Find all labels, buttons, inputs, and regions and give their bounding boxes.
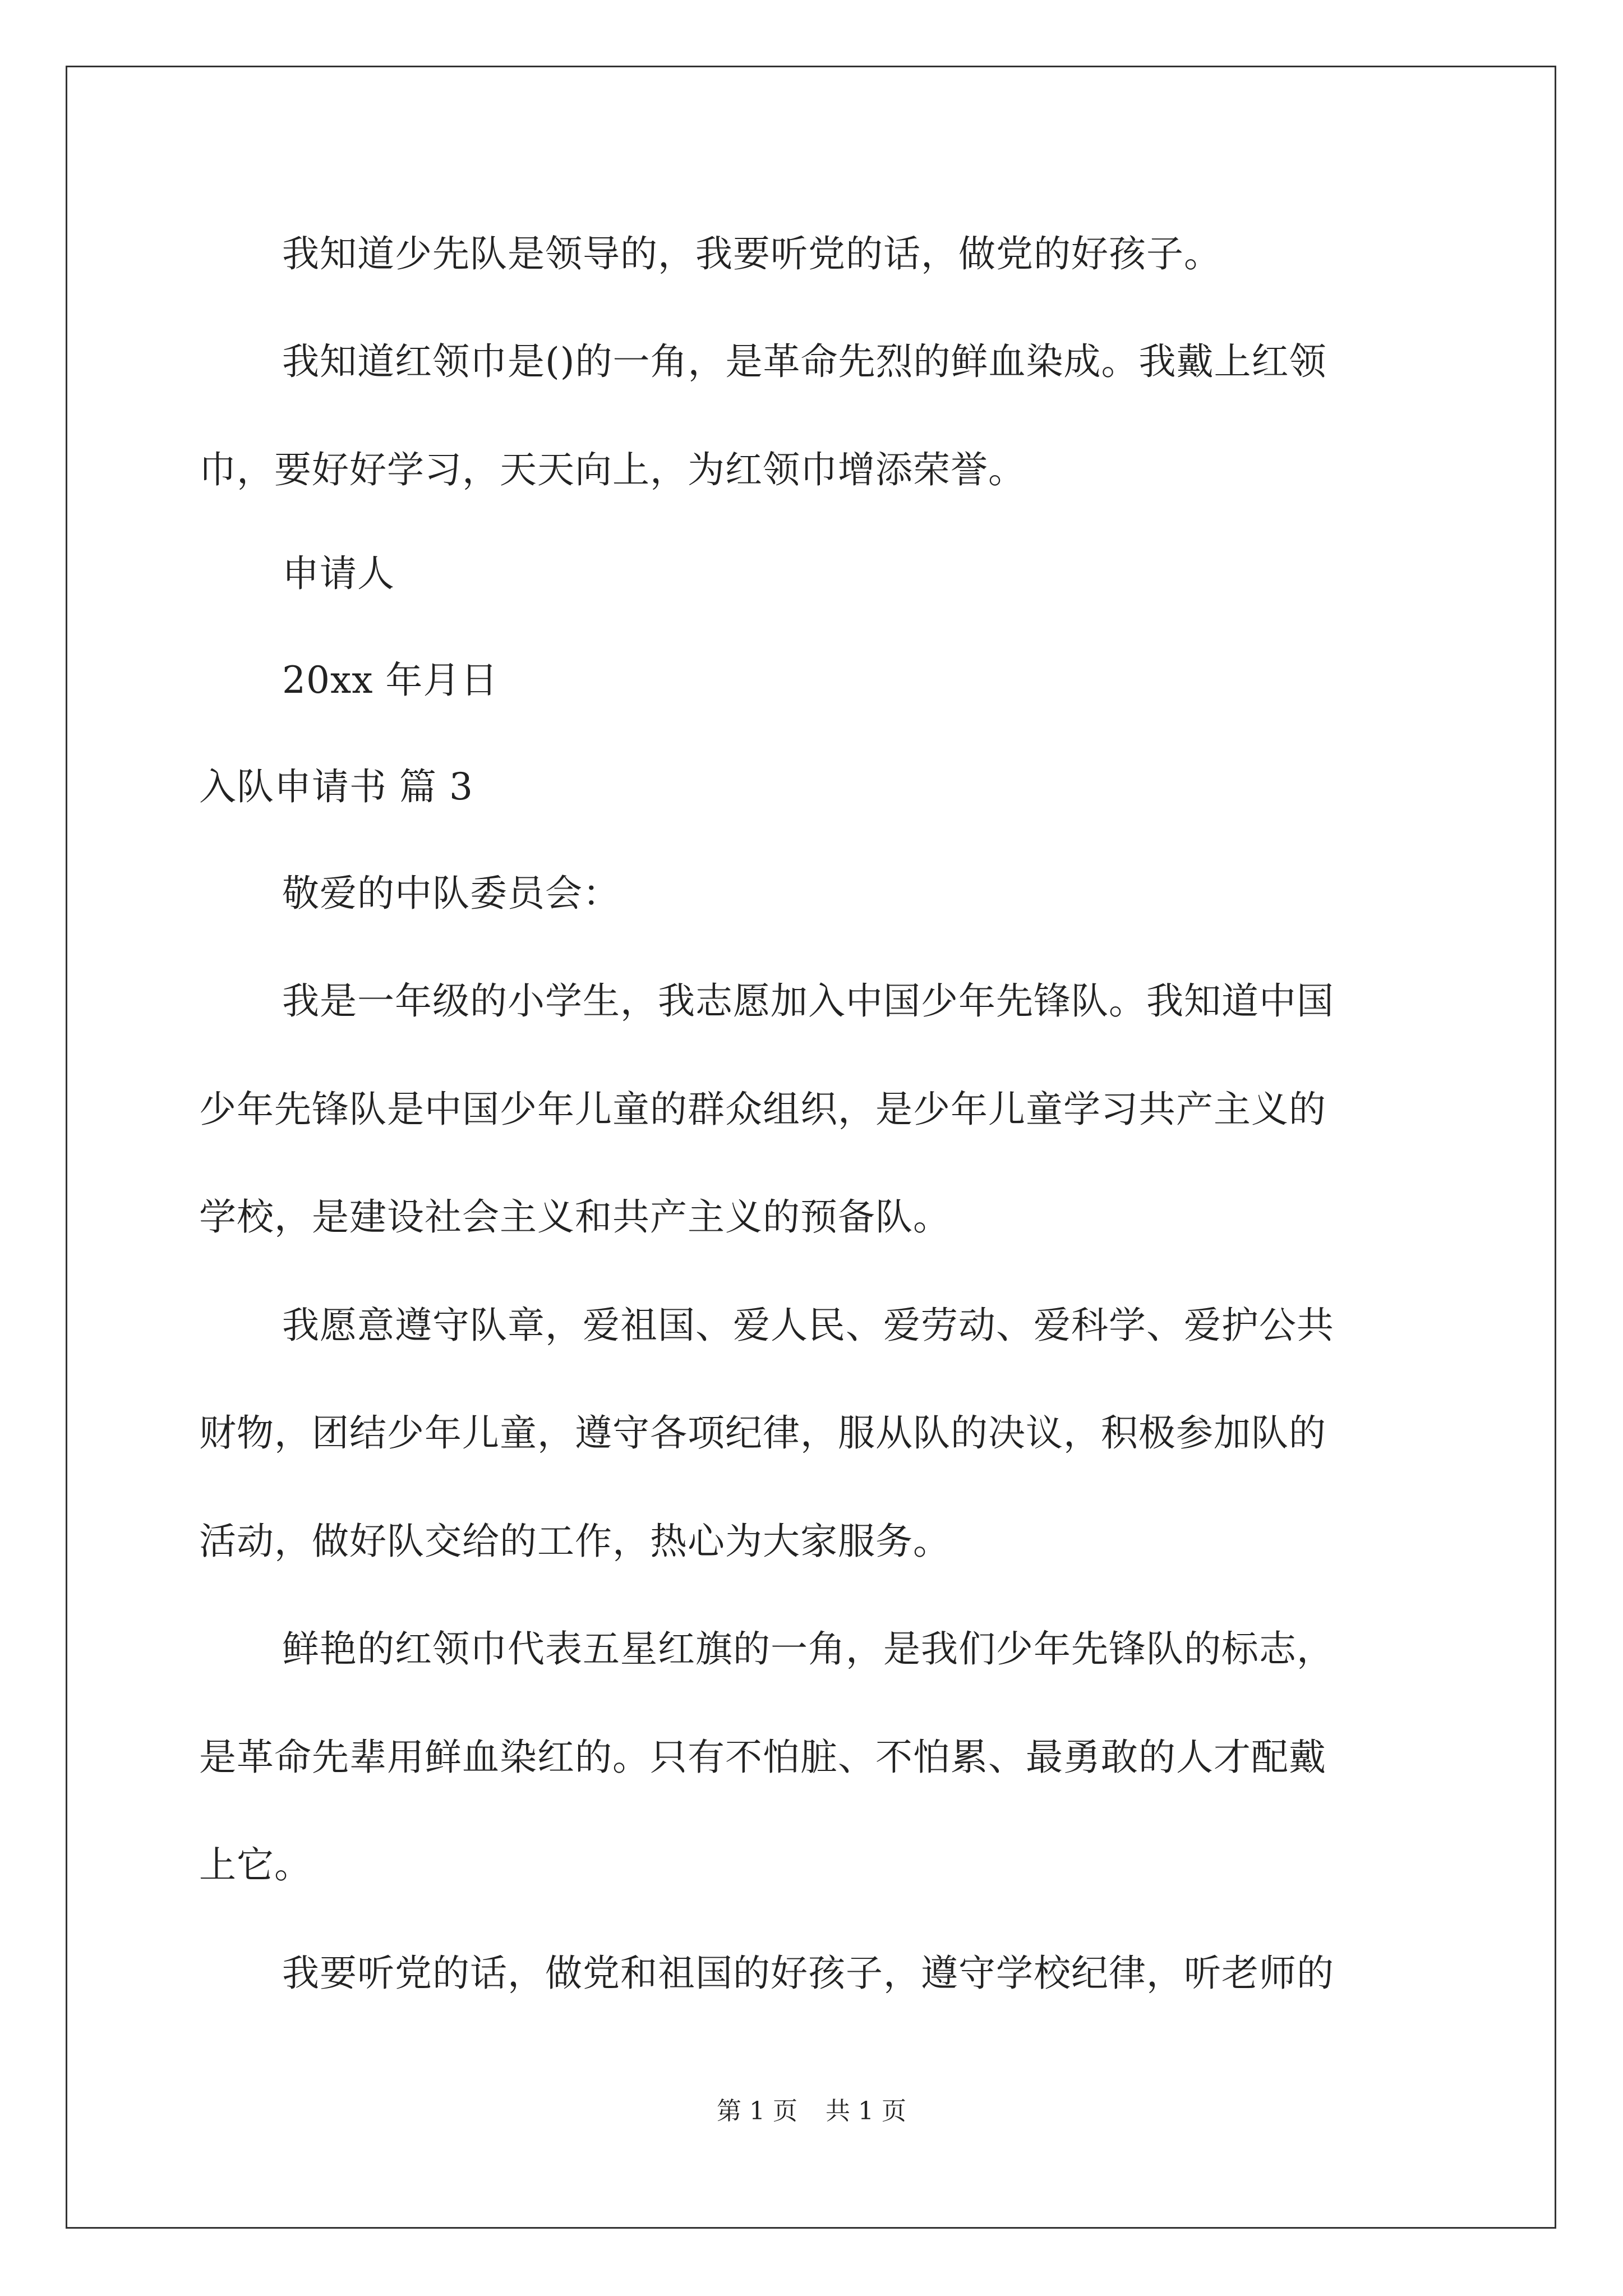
- paragraph-line: 我要听党的话，做党和祖国的好孩子，遵守学校纪律，听老师的: [282, 1952, 1334, 1995]
- date-line: 20xx 年月日: [282, 659, 499, 702]
- paragraph-line: 巾，要好好学习，天天向上，为红领巾增添荣誉。: [199, 448, 1026, 491]
- page-footer: [0, 2099, 1623, 2124]
- page-number: 第 1 页: [717, 2097, 797, 2125]
- applicant-label: 申请人: [282, 552, 395, 595]
- paragraph-line: 我愿意遵守队章，爱祖国、爱人民、爱劳动、爱科学、爱护公共: [282, 1304, 1334, 1347]
- paragraph-line: 是革命先辈用鲜血染红的。只有不怕脏、不怕累、最勇敢的人才配戴: [199, 1736, 1326, 1779]
- paragraph-line: 我知道红领巾是()的一角，是革命先烈的鲜血染成。我戴上红领: [282, 340, 1327, 383]
- paragraph-line: 我知道少先队是领导的，我要听党的话，做党的好孩子。: [282, 232, 1221, 275]
- paragraph-line: 我是一年级的小学生，我志愿加入中国少年先锋队。我知道中国: [282, 979, 1334, 1023]
- paragraph-line: 学校，是建设社会主义和共产主义的预备队。: [199, 1195, 951, 1239]
- salutation: 敬爱的中队委员会：: [282, 872, 620, 915]
- paragraph-line: 活动，做好队交给的工作，热心为大家服务。: [199, 1520, 951, 1563]
- paragraph-line: 财物，团结少年儿童，遵守各项纪律，服从队的决议，积极参加队的: [199, 1411, 1326, 1455]
- paragraph-line: 少年先锋队是中国少年儿童的群众组织，是少年儿童学习共产主义的: [199, 1088, 1326, 1131]
- paragraph-line: 上它。: [199, 1843, 312, 1887]
- paragraph-line: 鲜艳的红领巾代表五星红旗的一角，是我们少年先锋队的标志，: [282, 1627, 1334, 1671]
- section-heading: 入队申请书 篇 3: [199, 765, 473, 808]
- page-border: [66, 66, 1556, 2229]
- page-total: 共 1 页: [826, 2097, 906, 2125]
